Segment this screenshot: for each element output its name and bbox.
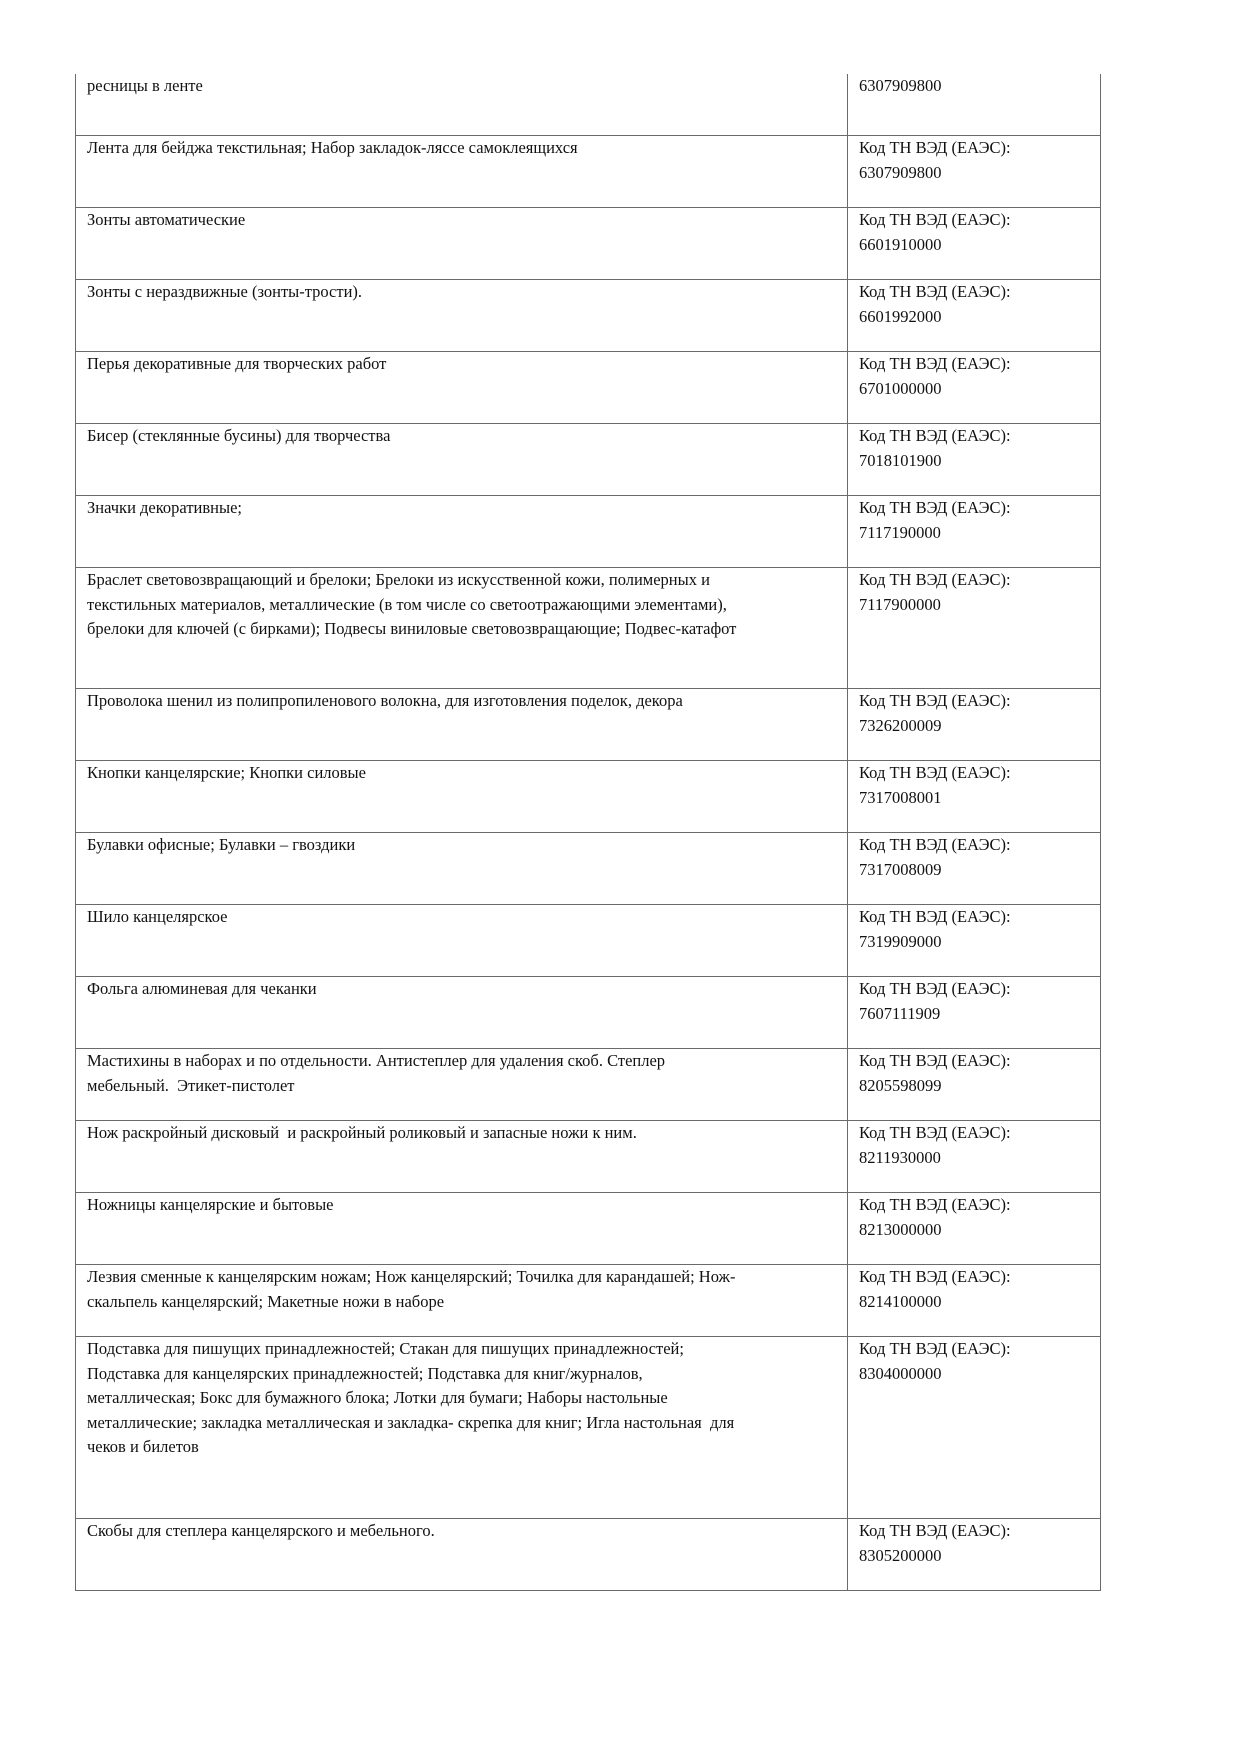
product-description-line: Значки декоративные;	[87, 498, 242, 517]
table-row	[76, 1121, 1101, 1193]
product-description-line: брелоки для ключей (с бирками); Подвесы виниловые световозвращающие; Подвес-катафот	[87, 619, 737, 638]
product-description-line: Ножницы канцелярские и бытовые	[87, 1195, 334, 1214]
tn-ved-code-label: Код ТН ВЭД (ЕАЭС):	[859, 282, 1011, 301]
tn-ved-code-label: Код ТН ВЭД (ЕАЭС):	[859, 1195, 1011, 1214]
tn-ved-code-value: 6307909800	[859, 76, 942, 95]
product-description-line: текстильных материалов, металлические (в том числе со светоотражающими элементами),	[87, 594, 727, 614]
product-description-line: Мастихины в наборах и по отдельности. Антистеплер для удаления скоб. Степлер	[87, 1051, 666, 1070]
tn-ved-code-value: 7317008009	[859, 859, 942, 879]
tn-ved-code-cell	[848, 1337, 1101, 1519]
product-description-line: скальпель канцелярский; Макетные ножи в наборе	[87, 1291, 445, 1311]
tn-ved-code-label: Код ТН ВЭД (ЕАЭС):	[859, 570, 1011, 589]
table-row	[76, 74, 1101, 136]
table-row	[76, 352, 1101, 424]
product-description-line: металлические; закладка металлическая и закладка- скрепка для книг; Игла настольная для	[87, 1412, 735, 1432]
product-description-line: Скобы для степлера канцелярского и мебельного.	[87, 1521, 435, 1540]
tn-ved-code-cell	[848, 905, 1101, 977]
table-row	[76, 833, 1101, 905]
product-description-line: Фольга алюминевая для чеканки	[87, 979, 317, 998]
tn-ved-code-value: 8205598099	[859, 1075, 942, 1095]
tn-ved-code-cell	[848, 568, 1101, 689]
tn-ved-code-label: Код ТН ВЭД (ЕАЭС):	[859, 138, 1011, 157]
tn-ved-code-label: Код ТН ВЭД (ЕАЭС):	[859, 907, 1011, 926]
tn-ved-code-value: 6307909800	[859, 162, 942, 182]
product-description-cell	[76, 208, 848, 280]
product-description-line: чеков и билетов	[87, 1437, 199, 1456]
product-description-cell	[76, 424, 848, 496]
product-description-cell	[76, 833, 848, 905]
product-description-line: Булавки офисные; Булавки – гвоздики	[87, 835, 356, 854]
tn-ved-code-cell	[848, 136, 1101, 208]
tn-ved-code-label: Код ТН ВЭД (ЕАЭС):	[859, 1123, 1011, 1142]
product-description-cell	[76, 74, 848, 136]
product-description-line: Зонты автоматические	[87, 210, 246, 229]
table-row	[76, 136, 1101, 208]
table-row	[76, 1049, 1101, 1121]
product-description-line: Нож раскройный дисковый и раскройный роликовый и запасные ножи к ним.	[87, 1123, 637, 1142]
tn-ved-code-cell	[848, 1193, 1101, 1265]
table-row	[76, 280, 1101, 352]
tn-ved-code-value: 8211930000	[859, 1147, 941, 1167]
product-description-cell	[76, 977, 848, 1049]
tn-ved-code-cell	[848, 1519, 1101, 1591]
product-description-line: Зонты с нераздвижные (зонты-трости).	[87, 282, 363, 301]
table-row	[76, 1519, 1101, 1591]
tn-ved-code-label: Код ТН ВЭД (ЕАЭС):	[859, 498, 1011, 517]
tn-ved-code-cell	[848, 977, 1101, 1049]
table-row	[76, 424, 1101, 496]
tn-ved-code-value: 6701000000	[859, 378, 942, 398]
product-description-line: Бисер (стеклянные бусины) для творчества	[87, 426, 391, 445]
tn-ved-code-value: 8304000000	[859, 1363, 942, 1383]
tn-ved-code-cell	[848, 208, 1101, 280]
product-description-line: ресницы в ленте	[87, 76, 203, 95]
tn-ved-code-cell	[848, 1121, 1101, 1193]
tn-ved-code-value: 7117190000	[859, 522, 941, 542]
tn-ved-code-cell	[848, 761, 1101, 833]
tn-ved-code-cell	[848, 280, 1101, 352]
product-description-line: мебельный. Этикет-пистолет	[87, 1075, 295, 1095]
tn-ved-code-value: 6601992000	[859, 306, 942, 326]
tn-ved-code-value: 8305200000	[859, 1545, 942, 1565]
tn-ved-code-value: 7317008001	[859, 787, 942, 807]
product-description-cell	[76, 1121, 848, 1193]
product-description-line: Перья декоративные для творческих работ	[87, 354, 387, 373]
table-row	[76, 1265, 1101, 1337]
product-description-cell	[76, 905, 848, 977]
tn-ved-code-label: Код ТН ВЭД (ЕАЭС):	[859, 1339, 1011, 1358]
tn-ved-code-label: Код ТН ВЭД (ЕАЭС):	[859, 979, 1011, 998]
product-description-line: Проволока шенил из полипропиленового волокна, для изготовления поделок, декора	[87, 691, 683, 710]
tn-ved-code-label: Код ТН ВЭД (ЕАЭС):	[859, 1267, 1011, 1286]
tn-ved-code-cell	[848, 424, 1101, 496]
tn-ved-code-label: Код ТН ВЭД (ЕАЭС):	[859, 354, 1011, 373]
tn-ved-code-label: Код ТН ВЭД (ЕАЭС):	[859, 210, 1011, 229]
product-description-line: Подставка для пишущих принадлежностей; Стакан для пишущих принадлежностей;	[87, 1339, 684, 1358]
tn-ved-code-value: 8214100000	[859, 1291, 942, 1311]
table-row	[76, 568, 1101, 689]
tn-ved-code-label: Код ТН ВЭД (ЕАЭС):	[859, 1521, 1011, 1540]
product-description-line: Браслет световозвращающий и брелоки; Брелоки из искусственной кожи, полимерных и	[87, 570, 710, 589]
product-description-cell	[76, 136, 848, 208]
tn-ved-code-cell	[848, 833, 1101, 905]
product-description-line: Кнопки канцелярские; Кнопки силовые	[87, 763, 366, 782]
product-description-cell	[76, 1265, 848, 1337]
tn-ved-code-cell	[848, 74, 1101, 136]
tn-ved-code-cell	[848, 352, 1101, 424]
tn-ved-code-value: 7117900000	[859, 594, 941, 614]
tn-ved-code-label: Код ТН ВЭД (ЕАЭС):	[859, 691, 1011, 710]
tn-ved-code-cell	[848, 689, 1101, 761]
tn-ved-code-value: 6601910000	[859, 234, 942, 254]
tn-ved-code-value: 8213000000	[859, 1219, 942, 1239]
product-description-cell	[76, 1193, 848, 1265]
tn-ved-code-value: 7607111909	[859, 1003, 941, 1023]
table-row	[76, 1193, 1101, 1265]
tn-ved-code-cell	[848, 1265, 1101, 1337]
product-description-cell	[76, 568, 848, 689]
tn-ved-code-label: Код ТН ВЭД (ЕАЭС):	[859, 763, 1011, 782]
document-table	[75, 74, 1101, 1591]
tn-ved-code-label: Код ТН ВЭД (ЕАЭС):	[859, 1051, 1011, 1070]
product-description-cell	[76, 496, 848, 568]
table-row	[76, 496, 1101, 568]
table-row	[76, 208, 1101, 280]
product-description-cell	[76, 1049, 848, 1121]
tn-ved-code-cell	[848, 496, 1101, 568]
tn-ved-code-value: 7326200009	[859, 715, 942, 735]
tn-ved-code-label: Код ТН ВЭД (ЕАЭС):	[859, 426, 1011, 445]
tn-ved-code-value: 7319909000	[859, 931, 942, 951]
product-description-line: Лезвия сменные к канцелярским ножам; Нож канцелярский; Точилка для карандашей; Нож-	[87, 1267, 736, 1286]
tn-ved-code-cell	[848, 1049, 1101, 1121]
table-body	[76, 74, 1101, 1591]
product-description-cell	[76, 280, 848, 352]
table-row	[76, 977, 1101, 1049]
product-description-line: Подставка для канцелярских принадлежностей; Подставка для книг/журналов,	[87, 1363, 643, 1383]
product-description-cell	[76, 761, 848, 833]
product-description-cell	[76, 352, 848, 424]
product-description-line: металлическая; Бокс для бумажного блока; Лотки для бумаги; Наборы настольные	[87, 1388, 668, 1407]
product-description-line: Лента для бейджа текстильная; Набор закладок-ляссе самоклеящихся	[87, 138, 578, 157]
product-description-line: Шило канцелярское	[87, 907, 228, 926]
table-row	[76, 689, 1101, 761]
table-row	[76, 761, 1101, 833]
product-description-cell	[76, 689, 848, 761]
product-description-cell	[76, 1337, 848, 1519]
tn-ved-code-label: Код ТН ВЭД (ЕАЭС):	[859, 835, 1011, 854]
table-row	[76, 905, 1101, 977]
table-row	[76, 1337, 1101, 1519]
tn-ved-code-value: 7018101900	[859, 450, 942, 470]
product-description-cell	[76, 1519, 848, 1591]
